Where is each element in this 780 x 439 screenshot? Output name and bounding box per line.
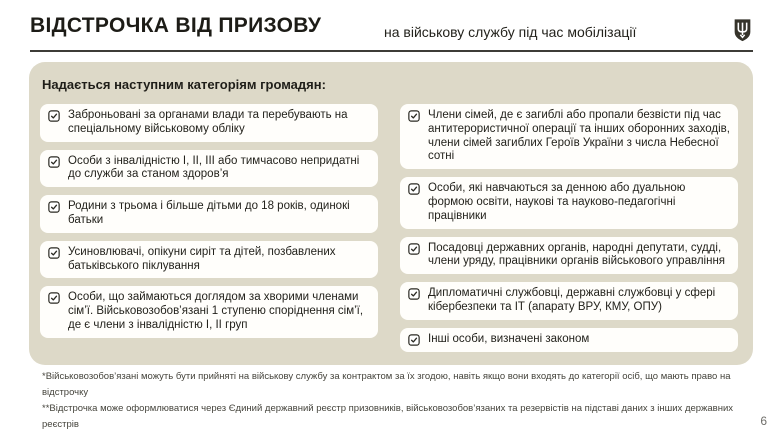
category-card <box>40 286 378 337</box>
category-text: Родини з трьома і більше дітьми до 18 років, одинокі батьки <box>68 200 350 226</box>
footnotes <box>42 369 740 434</box>
left-column <box>40 104 378 360</box>
categories-panel <box>29 62 753 430</box>
footnote: *Військовозобов’язані можуть бути прийняті на військову службу за контрактом за їх згодою, навіть якщо вони входять до категорії осіб, що мають право на відстрочку <box>42 370 731 398</box>
checkbox-checked-icon <box>48 110 60 122</box>
page-subtitle: на військову службу під час мобілізації <box>384 24 637 40</box>
category-text: Особи, що займаються доглядом за хворими членами сім’ї. Військовозобов’язані 1 ступеню споріднення сім’ї, де є члени з інвалідністю I, II груп <box>68 291 364 331</box>
category-columns <box>40 104 742 360</box>
checkbox-checked-icon <box>48 201 60 213</box>
category-text: Заброньовані за органами влади та перебувають на спеціальному військовому обліку <box>68 109 348 135</box>
checkbox-checked-icon <box>408 183 420 195</box>
category-card <box>40 150 378 188</box>
category-card <box>40 104 378 142</box>
category-card <box>400 237 738 275</box>
category-card <box>400 282 738 320</box>
category-text: Особи, які навчаються за денною або дуальною формою освіти, наукові та науково-педагогічні працівники <box>428 182 686 222</box>
category-card <box>400 328 738 352</box>
checkbox-checked-icon <box>408 288 420 300</box>
checkbox-checked-icon <box>48 156 60 168</box>
category-card <box>400 104 738 169</box>
page-number: 6 <box>760 414 767 428</box>
right-column <box>400 104 738 360</box>
checkbox-checked-icon <box>48 247 60 259</box>
category-text: Члени сімей, де є загиблі або пропали безвісти під час антитерористичної операції та інших оборонних заходів, члени сімей загиблих Героїв України з числа Небесної сотні <box>428 109 730 163</box>
category-card <box>400 177 738 228</box>
checkbox-checked-icon <box>408 334 420 346</box>
category-text: Посадовці державних органів, народні депутати, судді, члени уряду, працівники органів військового управління <box>428 241 726 268</box>
checkbox-checked-icon <box>48 292 60 304</box>
header-divider <box>30 50 753 52</box>
page-title: ВІДСТРОЧКА ВІД ПРИЗОВУ <box>30 14 322 37</box>
category-text: Особи з інвалідністю I, II, III або тимчасово непридатні до служби за станом здоров’я <box>68 154 360 181</box>
category-card <box>40 241 378 279</box>
panel-heading: Надається наступним категоріям громадян: <box>42 77 326 92</box>
checkbox-checked-icon <box>408 110 420 122</box>
category-text: Інші особи, визначені законом <box>428 332 590 345</box>
footnote: **Відстрочка може оформлюватися через Єдиний державний реєстр призовників, військовозобов’язаних та резервістів на підставі даних з інших державних реєстрів <box>42 402 734 430</box>
checkbox-checked-icon <box>408 243 420 255</box>
category-text: Дипломатичні службовці, державні службовці у сфері кібербезпеки та ІТ (апарату ВРУ, КМУ, ОПУ) <box>428 287 716 313</box>
category-text: Усиновлювачі, опікуни сиріт та дітей, позбавлених батьківського піклування <box>68 245 336 272</box>
ukraine-trident-shield-icon <box>733 18 752 42</box>
category-card <box>40 195 378 233</box>
